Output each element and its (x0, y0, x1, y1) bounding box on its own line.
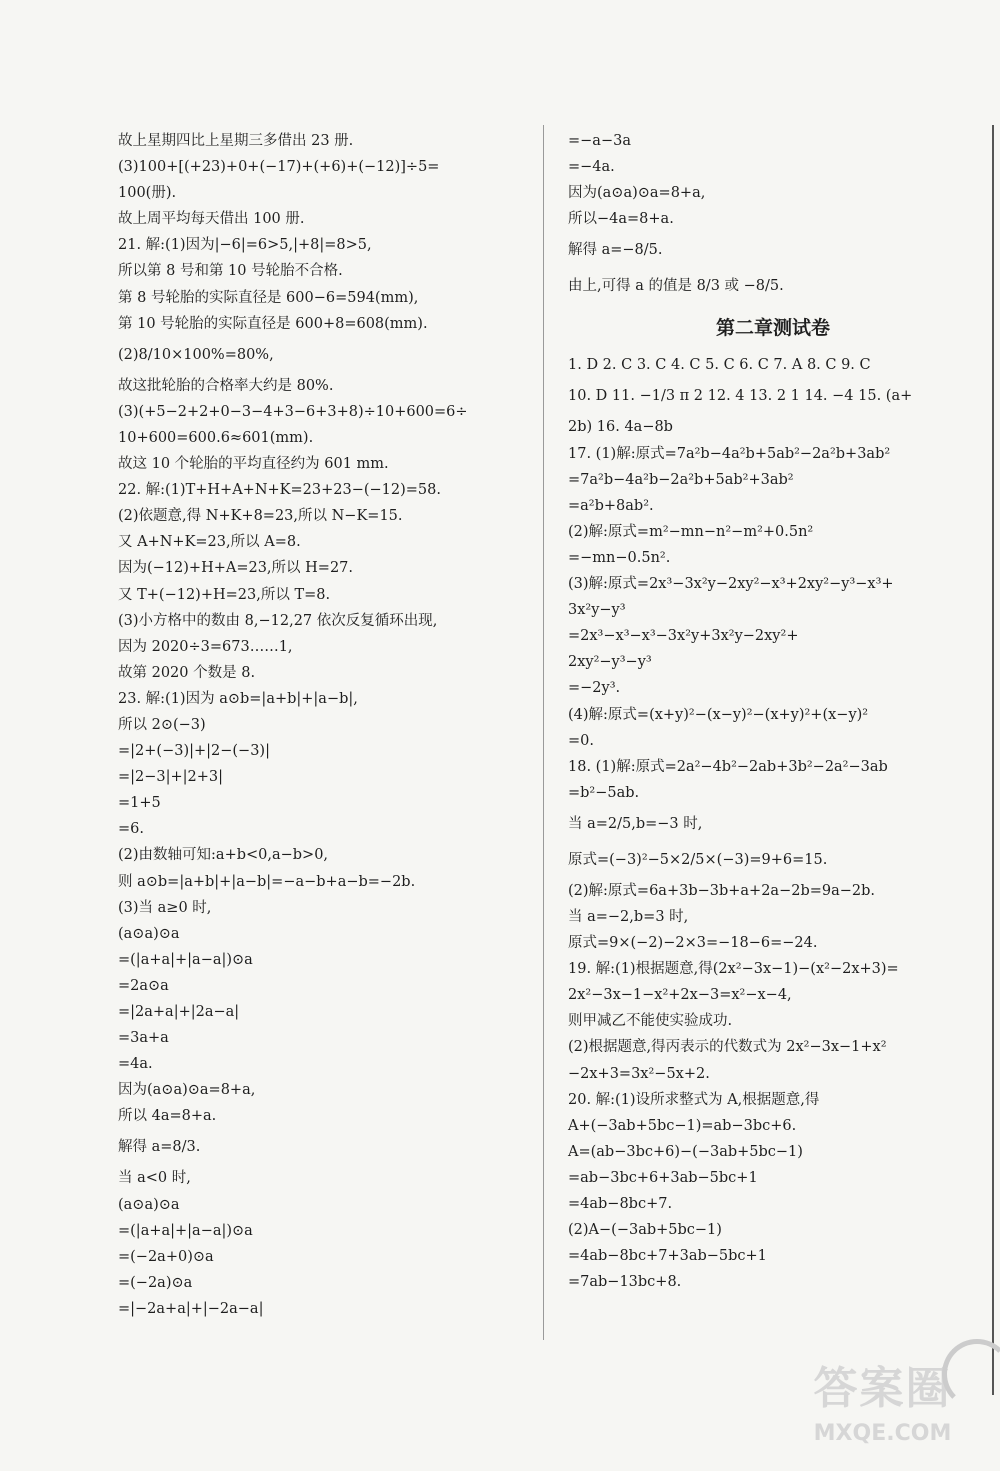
text-line: 10. D 11. −1/3 π 2 12. 4 13. 2 1 14. −4 15. (a+ (568, 388, 913, 405)
text-line: 2b) 16. 4a−8b (568, 419, 673, 436)
text-line: 18. (1)解:原式=2a²−4b²−2ab+3b²−2a²−3ab (568, 758, 888, 775)
text-line: 100(册). (118, 185, 177, 202)
text-line: =(|a+a|+|a−a|)⊙a (118, 1222, 253, 1239)
text-line: =(−2a+0)⊙a (118, 1248, 214, 1265)
text-line: A+(−3ab+5bc−1)=ab−3bc+6. (568, 1117, 797, 1134)
text-line: (2)根据题意,得丙表示的代数式为 2x²−3x−1+x² (568, 1039, 887, 1056)
text-line: 17. (1)解:原式=7a²b−4a²b+5ab²−2a²b+3ab² (568, 445, 891, 462)
text-line: 则 a⊙b=|a+b|+|a−b|=−a−b+a−b=−2b. (118, 873, 416, 890)
text-line: (2)由数轴可知:a+b<0,a−b>0, (118, 847, 329, 864)
text-line: (3)(+5−2+2+0−3−4+3−6+3+8)÷10+600=6÷ (118, 403, 468, 420)
text-line: 原式=9×(−2)−2×3=−18−6=−24. (568, 935, 818, 952)
text-line: 因为(a⊙a)⊙a=8+a, (568, 185, 706, 202)
text-line: (2)依题意,得 N+K+8=23,所以 N−K=15. (118, 508, 403, 525)
text-line: 1. D 2. C 3. C 4. C 5. C 6. C 7. A 8. C 9. C (568, 357, 871, 374)
text-line: =6. (118, 821, 144, 838)
text-line: (3)当 a≥0 时, (118, 899, 212, 916)
text-line: 所以 4a=8+a. (118, 1108, 217, 1125)
chapter-title: 第二章测试卷 (715, 317, 830, 340)
text-line: =4ab−8bc+7+3ab−5bc+1 (568, 1248, 767, 1265)
text-line: 当 a<0 时, (118, 1170, 191, 1187)
text-line: 19. 解:(1)根据题意,得(2x²−3x−1)−(x²−2x+3)= (568, 961, 899, 978)
text-line: 22. 解:(1)T+H+A+N+K=23+23−(−12)=58. (118, 482, 441, 499)
left-column (118, 128, 523, 1322)
text-line: −2x+3=3x²−5x+2. (568, 1065, 710, 1082)
text-line: 第 10 号轮胎的实际直径是 600+8=608(mm). (118, 315, 428, 332)
text-line: =(−2a)⊙a (118, 1274, 193, 1291)
text-line: 3x²y−y³ (568, 602, 626, 619)
text-line: (3)100+[(+23)+0+(−17)+(+6)+(−12)]÷5= (118, 159, 440, 176)
text-line: (2)解:原式=6a+3b−3b+a+2a−2b=9a−2b. (568, 882, 876, 899)
text-line: =−4a. (568, 159, 615, 176)
text-line: 2x²−3x−1−x²+2x−3=x²−x−4, (568, 987, 792, 1004)
text-line: =−mn−0.5n². (568, 549, 671, 566)
text-line: =3a+a (118, 1030, 169, 1047)
text-line: 所以−4a=8+a. (568, 211, 674, 228)
text-line: 因为(a⊙a)⊙a=8+a, (118, 1082, 256, 1099)
text-line: 故上星期四比上星期三多借出 23 册. (118, 133, 354, 149)
text-line: 所以 2⊙(−3) (118, 716, 206, 733)
text-line: =4a. (118, 1056, 153, 1073)
text-line: (3)小方格中的数由 8,−12,27 依次反复循环出现, (118, 612, 438, 629)
text-line: 因为 2020÷3=673……1, (118, 638, 293, 655)
watermark-url: MXQE.COM (813, 1421, 952, 1446)
text-line: (2)解:原式=m²−mn−n²−m²+0.5n² (568, 523, 814, 540)
text-line: 故上周平均每天借出 100 册. (118, 211, 305, 228)
text-line: =2x³−x³−x³−3x²y+3x²y−2xy²+ (568, 628, 799, 645)
text-line: 又 T+(−12)+H=23,所以 T=8. (118, 586, 331, 603)
text-line: 第 8 号轮胎的实际直径是 600−6=594(mm), (118, 289, 419, 306)
text-line: 解得 a=−8/5. (568, 242, 663, 259)
text-line: (2)A−(−3ab+5bc−1) (568, 1222, 722, 1239)
text-line: =0. (568, 732, 594, 749)
text-line: 则甲减乙不能使实验成功. (568, 1013, 733, 1030)
text-line: 10+600=600.6≈601(mm). (118, 429, 314, 446)
text-line: =|2−3|+|2+3| (118, 769, 224, 786)
text-line: 故这批轮胎的合格率大约是 80%. (118, 377, 334, 394)
text-line: 解得 a=8/3. (118, 1139, 201, 1156)
text-line: (2)8/10×100%=80%, (118, 346, 274, 363)
text-line: 2xy²−y³−y³ (568, 654, 652, 671)
text-line: (4)解:原式=(x+y)²−(x−y)²−(x+y)²+(x−y)² (568, 706, 869, 723)
text-line: =7ab−13bc+8. (568, 1274, 682, 1291)
text-line: 因为(−12)+H+A=23,所以 H=27. (118, 560, 354, 577)
text-line: 23. 解:(1)因为 a⊙b=|a+b|+|a−b|, (118, 690, 358, 707)
watermark (775, 1359, 990, 1467)
column-divider (543, 125, 544, 1340)
right-column (568, 128, 978, 1295)
text-line: 20. 解:(1)设所求整式为 A,根据题意,得 (568, 1091, 820, 1108)
text-line: =(|a+a|+|a−a|)⊙a (118, 951, 253, 968)
text-line: =b²−5ab. (568, 784, 640, 801)
text-line: =7a²b−4a²b−2a²b+5ab²+3ab² (568, 471, 794, 488)
text-line: 21. 解:(1)因为|−6|=6>5,|+8|=8>5, (118, 237, 372, 254)
watermark-logo-text: 答案圈 (813, 1363, 952, 1414)
text-line: =−a−3a (568, 133, 631, 149)
text-line: 所以第 8 号和第 10 号轮胎不合格. (118, 263, 343, 280)
text-line: =|2+(−3)|+|2−(−3)| (118, 743, 270, 760)
text-line: 故第 2020 个数是 8. (118, 664, 256, 681)
text-line: =ab−3bc+6+3ab−5bc+1 (568, 1169, 758, 1186)
text-line: =2a⊙a (118, 977, 169, 994)
text-line: =4ab−8bc+7. (568, 1196, 673, 1212)
right-top-block (568, 128, 978, 304)
text-line: 原式=(−3)²−5×2/5×(−3)=9+6=15. (568, 851, 828, 868)
text-line: (a⊙a)⊙a (118, 1196, 180, 1213)
page-edge (992, 125, 994, 1395)
text-line: 当 a=−2,b=3 时, (568, 908, 689, 925)
text-line: 当 a=2/5,b=−3 时, (568, 815, 703, 832)
text-line: =|−2a+a|+|−2a−a| (118, 1300, 264, 1317)
text-line: =−2y³. (568, 680, 621, 697)
text-line: (3)解:原式=2x³−3x²y−2xy²−x³+2xy²−y³−x³+ (568, 576, 894, 593)
text-line: (a⊙a)⊙a (118, 925, 180, 942)
text-line: =a²b+8ab². (568, 497, 654, 514)
right-bottom-block (568, 352, 978, 1295)
text-line: A=(ab−3bc+6)−(−3ab+5bc−1) (568, 1143, 803, 1160)
text-line: =|2a+a|+|2a−a| (118, 1004, 240, 1020)
text-line: 又 A+N+K=23,所以 A=8. (118, 534, 301, 551)
text-line: 由上,可得 a 的值是 8/3 或 −8/5. (568, 278, 784, 295)
text-line: =1+5 (118, 795, 161, 812)
text-line: 故这 10 个轮胎的平均直径约为 601 mm. (118, 456, 389, 473)
